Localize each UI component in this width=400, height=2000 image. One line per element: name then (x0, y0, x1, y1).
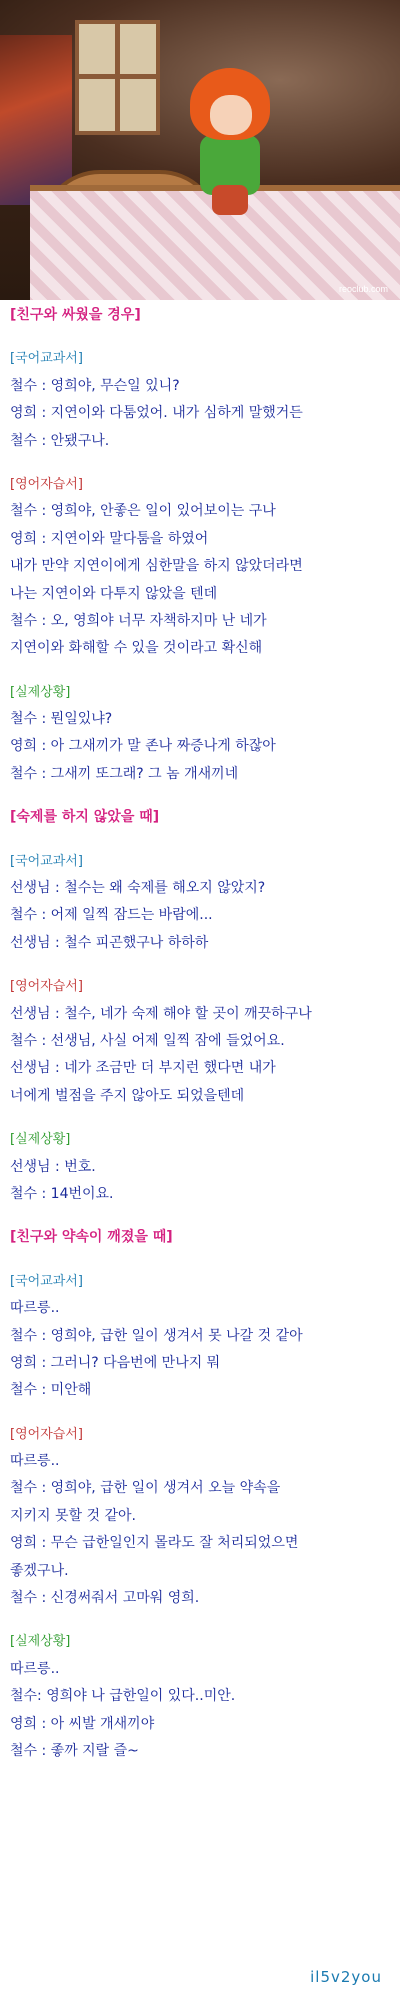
dialogue-line: 내가 만약 지연이에게 심한말을 하지 않았더라면 (10, 558, 303, 575)
dialogue-line: 철수: 영희야 나 급한일이 있다..미안. (10, 1688, 236, 1705)
spacer (10, 1405, 395, 1421)
dialogue-line: 나는 지연이와 다투지 않았을 텐데 (10, 585, 218, 602)
dialogue-line: 철수 : 어제 일찍 잠드는 바람에... (10, 907, 213, 924)
dialogue-line: 영희 : 아 그새끼가 말 존나 짜증나게 하잖아 (10, 738, 276, 755)
dialogue-line: 따르릉.. (10, 1660, 60, 1677)
dialogue-line: 영희 : 그러니? 다음번에 만나지 뭐 (10, 1354, 221, 1371)
dialogue-line: 영희 : 지연이와 말다툼을 하였어 (10, 530, 209, 547)
subsection-heading: [실제상황] (10, 1634, 71, 1650)
spacer (10, 1252, 395, 1268)
subsection-heading: [국어교과서] (10, 853, 83, 869)
dialogue-line: 철수 : 미안해 (10, 1382, 92, 1399)
dialogue-line: 철수 : 14번이요. (10, 1185, 114, 1202)
spacer (10, 1110, 395, 1126)
subsection-heading: [실제상황] (10, 1132, 71, 1148)
dialogue-line: 선생님 : 철수 피곤했구나 하하하 (10, 934, 209, 951)
spacer (10, 663, 395, 679)
dialogue-line: 따르릉.. (10, 1300, 60, 1317)
dialogue-line: 선생님 : 철수, 네가 숙제 해야 할 곳이 깨끗하구나 (10, 1005, 312, 1022)
wall-poster (0, 35, 72, 205)
dialogue-line: 선생님 : 네가 조금만 더 부지런 했다면 내가 (10, 1060, 276, 1077)
spacer (10, 832, 395, 848)
dialogue-line: 선생님 : 번호. (10, 1158, 96, 1175)
spacer (10, 788, 395, 804)
dialogue-line: 철수 : 좋까 지랄 즐~ (10, 1742, 139, 1759)
dialogue-line: 영희 : 지연이와 다툼었어. 내가 심하게 말했거든 (10, 405, 303, 422)
dialogue-line: 철수 : 뭔일있냐? (10, 711, 113, 728)
dialogue-line: 철수 : 영희야, 무슨일 있니? (10, 377, 180, 394)
subsection-heading: [국어교과서] (10, 351, 83, 367)
subsection-heading: [영어자습서] (10, 1426, 83, 1442)
dialogue-line: 따르릉.. (10, 1453, 60, 1470)
dialogue-line: 너에게 벌점을 주지 않아도 되었을텐데 (10, 1087, 245, 1104)
story-content (10, 302, 395, 1765)
subsection-heading: [국어교과서] (10, 1273, 83, 1289)
spacer (10, 1612, 395, 1628)
dialogue-line: 철수 : 오, 영희야 너무 자책하지마 난 네가 (10, 612, 267, 629)
dialogue-line: 선생님 : 철수는 왜 숙제를 해오지 않았지? (10, 880, 266, 897)
dialogue-line: 철수 : 영희야, 급한 일이 생겨서 오늘 약속을 (10, 1480, 281, 1497)
dialogue-line: 철수 : 신경써줘서 고마워 영희. (10, 1590, 200, 1607)
section-title: [친구와 약속이 깨졌을 때] (10, 1229, 173, 1246)
dialogue-line: 영희 : 무슨 급한일인지 몰라도 잘 처리되었으면 (10, 1535, 299, 1552)
doll-face (210, 95, 252, 135)
subsection-heading: [영어자습서] (10, 979, 83, 995)
subsection-heading: [실제상황] (10, 684, 71, 700)
dialogue-line: 철수 : 안됐구나. (10, 432, 110, 449)
dialogue-line: 철수 : 선생님, 사실 어제 일찍 잠에 들었어요. (10, 1032, 285, 1049)
dialogue-line: 철수 : 영희야, 급한 일이 생겨서 못 나갈 것 같아 (10, 1327, 303, 1344)
dialogue-line: 철수 : 영희야, 안좋은 일이 있어보이는 구나 (10, 503, 276, 520)
doll-legs (212, 185, 248, 215)
subsection-heading: [영어자습서] (10, 476, 83, 492)
dialogue-line: 지키지 못할 것 같아. (10, 1507, 136, 1524)
dollhouse-window (75, 20, 160, 135)
photo-credit: reoclub.com (338, 284, 388, 294)
spacer (10, 1208, 395, 1224)
section-title: [친구와 싸웠을 경우] (10, 307, 141, 323)
dialogue-line: 지연이와 화해할 수 있을 것이라고 확신해 (10, 640, 263, 657)
section-title: [숙제를 하지 않았을 때] (10, 809, 160, 826)
spacer (10, 455, 395, 471)
dialogue-line: 철수 : 그새끼 또그래? 그 놈 개새끼네 (10, 765, 239, 782)
spacer (10, 329, 395, 345)
dialogue-line: 좋겠구나. (10, 1562, 69, 1579)
signature: il5v2you (310, 1968, 382, 1986)
dialogue-line: 영희 : 아 씨발 개새끼야 (10, 1715, 155, 1732)
spacer (10, 957, 395, 973)
hero-photo (0, 0, 400, 300)
